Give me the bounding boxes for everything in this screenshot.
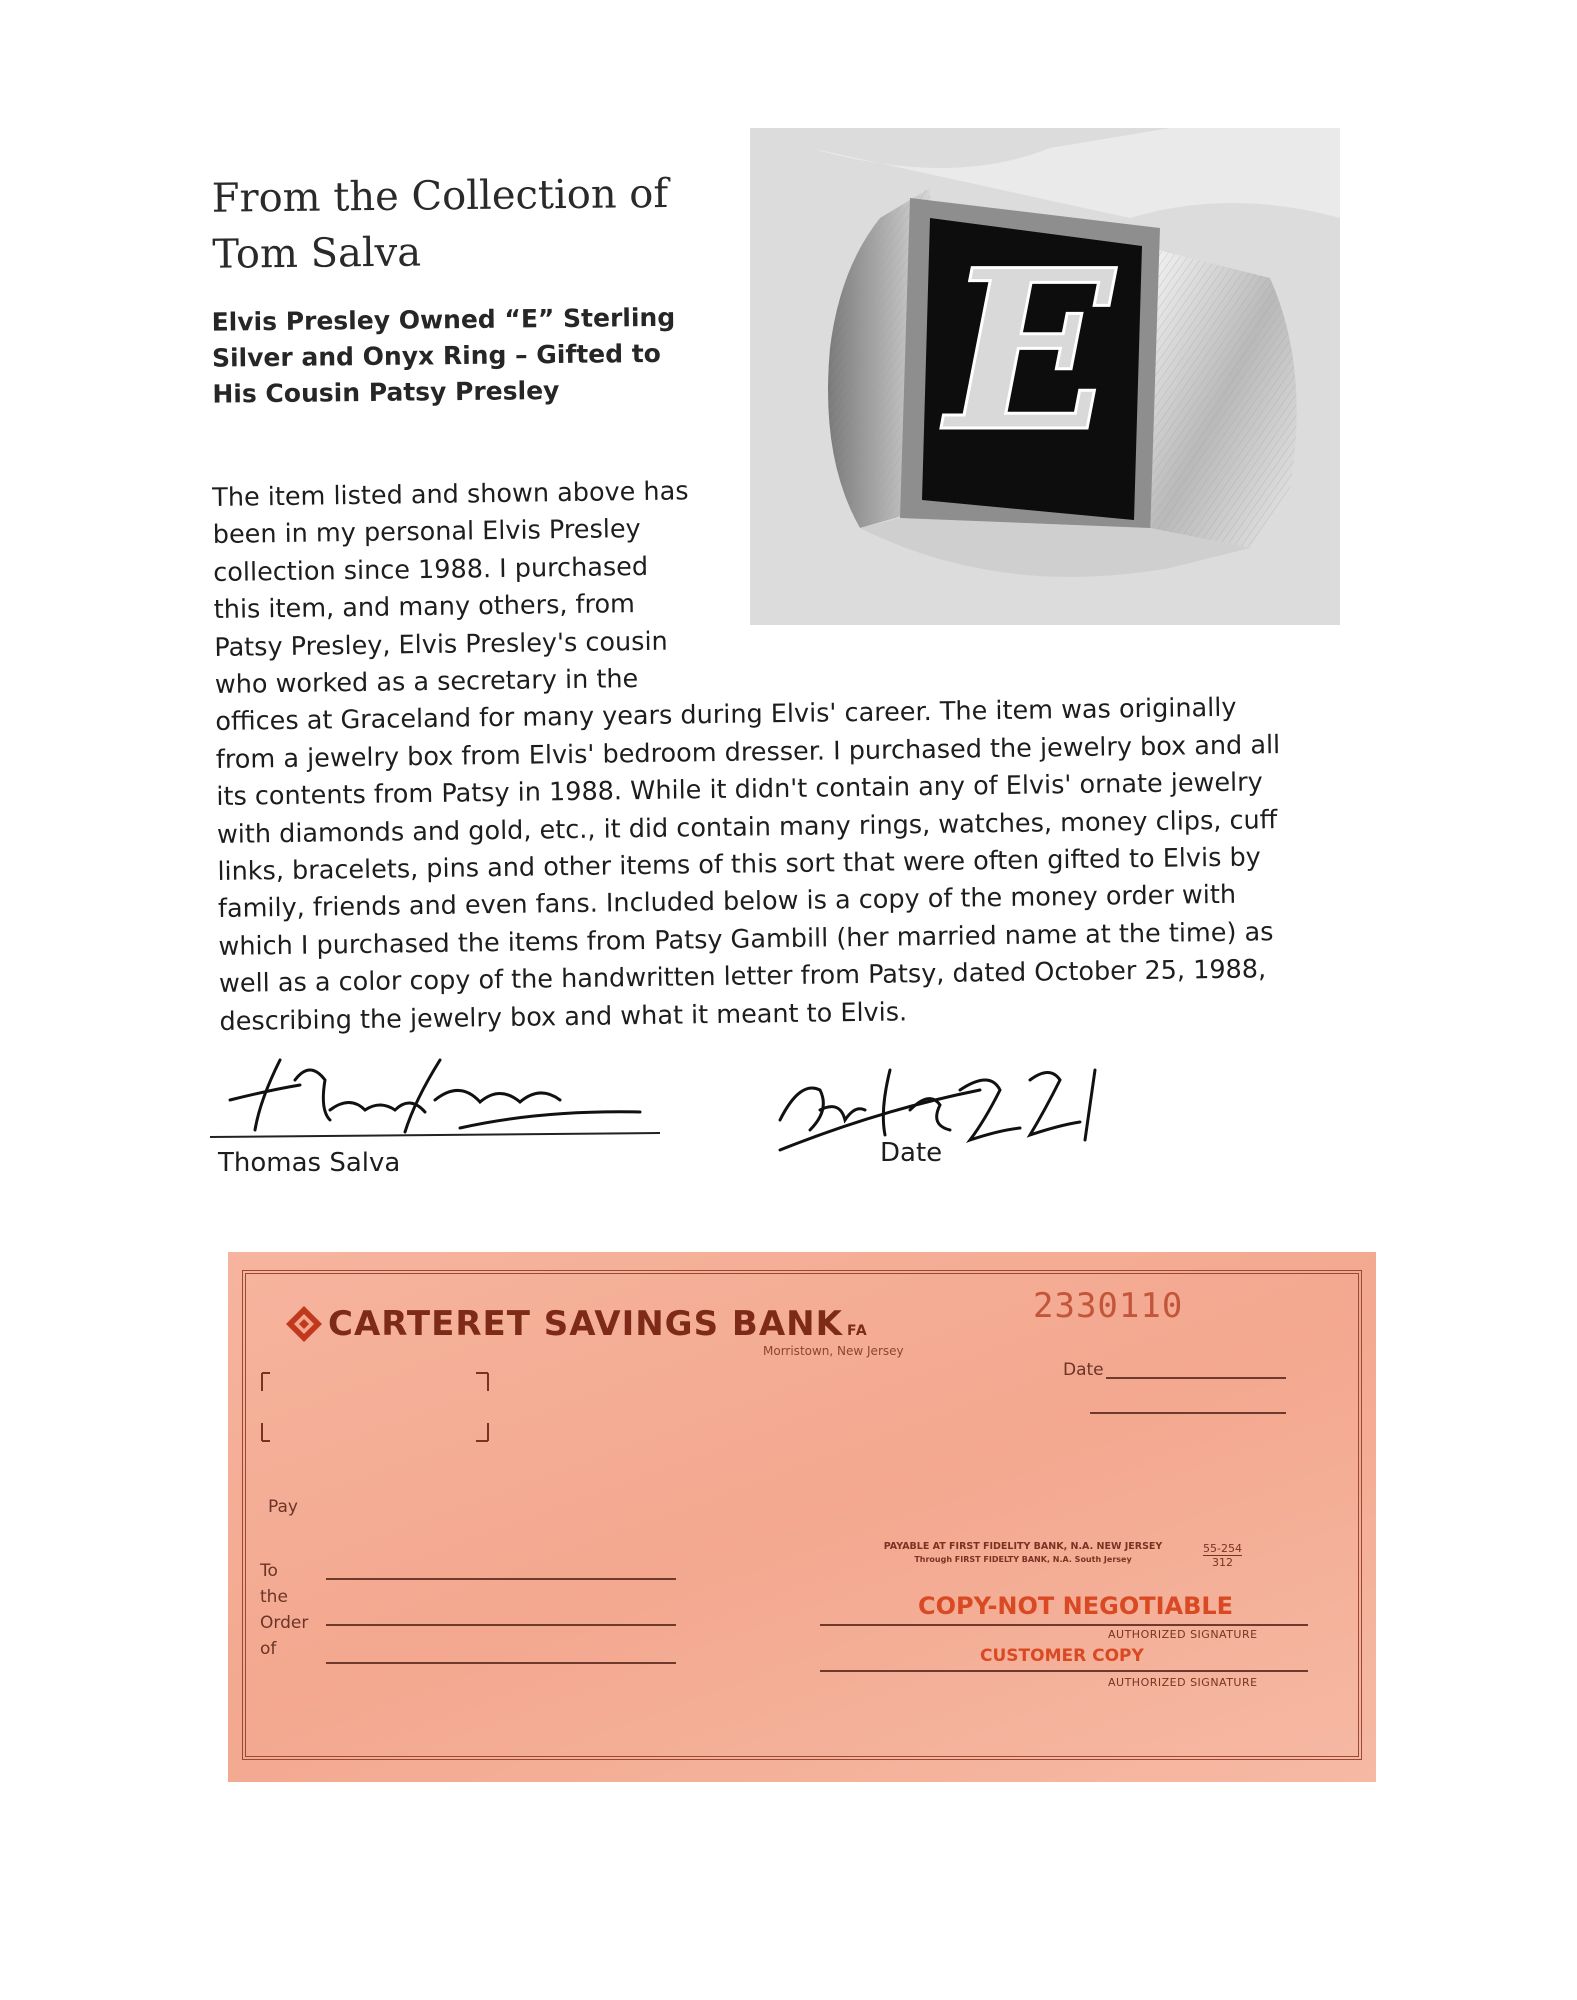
cheque-date-label: Date bbox=[1063, 1360, 1104, 1380]
body-line: who worked as a secretary in the bbox=[214, 664, 639, 701]
routing-bottom: 312 bbox=[1203, 1555, 1242, 1569]
date-line bbox=[1106, 1377, 1286, 1379]
bank-suffix: FA bbox=[846, 1323, 868, 1339]
money-order-copy bbox=[228, 1252, 1376, 1782]
signature-line-1 bbox=[820, 1624, 1308, 1626]
heading-line-1: From the Collection of bbox=[211, 170, 669, 222]
address-bracket bbox=[256, 1367, 496, 1447]
body-line: links, bracelets, pins and other items of this sort that were often gifted to Elvis by bbox=[217, 842, 1261, 888]
routing-number bbox=[1203, 1542, 1242, 1569]
body-line: its contents from Patsy in 1988. While it didn't contain any of Elvis' ornate jewelry bbox=[216, 767, 1263, 813]
date-label: Date bbox=[880, 1138, 943, 1168]
handwritten-date bbox=[760, 1050, 1140, 1160]
item-title-line-2: Silver and Onyx Ring – Gifted to bbox=[211, 338, 662, 373]
body-line: from a jewelry box from Elvis' bedroom dresser. I purchased the jewelry box and all bbox=[215, 729, 1281, 775]
item-title-line-3: His Cousin Patsy Presley bbox=[212, 375, 560, 409]
the-label: the bbox=[260, 1587, 288, 1607]
monogram-e: E bbox=[946, 221, 1114, 480]
body-line: which I purchased the items from Patsy Gambill (her married name at the time) as bbox=[218, 917, 1274, 962]
bank-logo-icon bbox=[284, 1304, 324, 1344]
body-line: well as a color copy of the handwritten letter from Patsy, dated October 25, 1988, bbox=[218, 954, 1267, 1000]
customer-copy: CUSTOMER COPY bbox=[980, 1646, 1144, 1666]
payable-line-1: PAYABLE AT FIRST FIDELITY BANK, N.A. NEW JERSEY bbox=[883, 1541, 1163, 1552]
copy-not-negotiable: COPY-NOT NEGOTIABLE bbox=[918, 1592, 1234, 1620]
amount-line bbox=[1090, 1412, 1286, 1414]
to-label: To bbox=[260, 1561, 278, 1581]
handwritten-signature bbox=[200, 1040, 680, 1140]
payee-line-1 bbox=[326, 1578, 676, 1580]
collection-heading bbox=[211, 165, 732, 282]
bank-name bbox=[328, 1304, 868, 1344]
provenance-text bbox=[212, 464, 1340, 1041]
routing-top: 55-254 bbox=[1203, 1542, 1242, 1555]
body-line: family, friends and even fans. Included below is a copy of the money order with bbox=[217, 880, 1237, 925]
bank-city: Morristown, New Jersey bbox=[763, 1344, 904, 1358]
body-line: been in my personal Elvis Presley bbox=[212, 514, 641, 551]
body-line: describing the jewelry box and what it meant to Elvis. bbox=[219, 997, 908, 1037]
heading-line-2: Tom Salva bbox=[212, 229, 422, 278]
item-title bbox=[211, 299, 712, 412]
item-title-line-1: Elvis Presley Owned “E” Sterling bbox=[211, 302, 676, 337]
payee-line-3 bbox=[326, 1662, 676, 1664]
payable-at bbox=[858, 1540, 1188, 1566]
body-line: offices at Graceland for many years during Elvis' career. The item was originally bbox=[215, 693, 1237, 738]
order-label: Order bbox=[260, 1613, 309, 1633]
body-line: with diamonds and gold, etc., it did contain many rings, watches, money clips, cuff bbox=[216, 804, 1278, 850]
authorized-signature-1: AUTHORIZED SIGNATURE bbox=[1108, 1628, 1258, 1641]
cheque-number: 2330110 bbox=[1033, 1286, 1184, 1326]
signer-name: Thomas Salva bbox=[218, 1148, 401, 1178]
body-line: The item listed and shown above has bbox=[212, 476, 689, 513]
body-line: Patsy Presley, Elvis Presley's cousin bbox=[214, 626, 668, 663]
pay-label: Pay bbox=[268, 1497, 298, 1517]
signature-line-2 bbox=[820, 1670, 1308, 1672]
payee-line-2 bbox=[326, 1624, 676, 1626]
payable-line-2: Through FIRST FIDELTY BANK, N.A. South Jersey bbox=[914, 1555, 1132, 1564]
body-line: this item, and many others, from bbox=[213, 589, 636, 626]
of-label: of bbox=[260, 1639, 277, 1659]
body-line: collection since 1988. I purchased bbox=[213, 551, 649, 588]
authorized-signature-2: AUTHORIZED SIGNATURE bbox=[1108, 1676, 1258, 1689]
bank-name-text: CARTERET SAVINGS BANK bbox=[328, 1304, 843, 1344]
